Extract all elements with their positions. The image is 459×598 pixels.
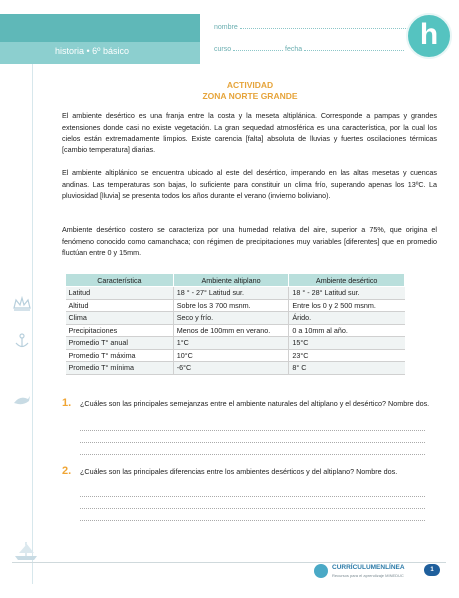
answer-line[interactable] [80,496,425,497]
table-row [66,337,405,350]
table-cell: Promedio T° mínima [66,362,174,375]
table-cell: Árido. [289,312,405,325]
table-cell: Latitud [66,287,174,300]
table-cell: 10°C [173,349,289,362]
question-2-text: ¿Cuáles son las principales diferencias entre los ambientes desérticos y del altiplano? Nombre dos. [80,467,398,476]
table-cell: 18 ° - 27° Latitud sur. [173,287,289,300]
table-cell: 15°C [289,337,405,350]
curriculum-brand: CURRÍCULUMENLÍNEA [332,564,405,571]
table-header-cell: Ambiente desértico [289,274,405,287]
table-header-row [66,274,405,287]
table-cell: 1°C [173,337,289,350]
table-cell: Altitud [66,299,174,312]
anchor-icon [12,333,32,349]
name-row [214,22,410,31]
paragraph-coastal-desert: Ambiente desértico costero se caracteriza por una humedad relativa del aire, superior a 75%, que origina el fenómeno conocido como camanchaca; con régimen de precipitaciones muy variables [diferentes] que en promedio fluctúan entre 0 y 15mm. [62,225,437,257]
table-cell: Sobre los 3 700 msnm. [173,299,289,312]
answer-line[interactable] [80,520,425,521]
table-cell: Precipitaciones [66,324,174,337]
answer-line[interactable] [80,442,425,443]
curriculum-logo [314,563,414,583]
answer-line[interactable] [80,430,425,431]
crown-icon [12,296,32,312]
ship-icon [12,540,40,562]
name-label: nombre [214,24,238,31]
table-cell: -6°C [173,362,289,375]
date-label: fecha [285,46,303,53]
activity-title: ACTIVIDAD [226,80,274,90]
historia-logo: h [406,13,452,59]
table-cell: 8° C [289,362,405,375]
table-row [66,287,405,300]
table-cell: 23°C [289,349,405,362]
page-number: 1 [424,564,440,576]
question-2-number: 2. [62,465,72,477]
question-1-number: 1. [62,397,72,409]
answer-line[interactable] [80,454,425,455]
name-field[interactable] [240,22,410,29]
table-cell: Entre los 0 y 2 500 msnm. [289,299,405,312]
course-field[interactable] [233,44,283,51]
table-row [66,299,405,312]
curriculum-tagline: Recursos para el aprendizaje MINEDUC [332,573,404,578]
paragraph-desert: El ambiente desértico es una franja entre la costa y la meseta altiplánica. Corresponde a pampas y grandes extensiones donde casi no existe vegetación. La gran sequedad atmosférica es una característica, por la cual los cielos están extremadamente limpios. Existe carencia [falta] absoluta de lluvias y fuertes oscilaciones térmicas [cambio temperatura] diarias. [62,111,437,155]
table-cell: Promedio T° máxima [66,349,174,362]
table-cell: Menos de 100mm en verano. [173,324,289,337]
course-date-row [214,44,404,53]
margin-line [32,64,33,584]
activity-subtitle: ZONA NORTE GRANDE [202,91,298,101]
table-cell: 18 ° - 28° Latitud sur. [289,287,405,300]
comparison-table [65,273,405,375]
table-cell: Clima [66,312,174,325]
date-field[interactable] [304,44,404,51]
table-cell: Seco y frío. [173,312,289,325]
table-row [66,349,405,362]
paragraph-altiplano: El ambiente altiplánico se encuentra ubicado al este del desértico, imperando en las altas mesetas y cuencas andinas. Las temperaturas son bajas, lo suficiente para constituir un clima frío, superando apenas los 13ºC. La pluviosidad [lluvia] se presenta todos los años durante el verano (invierno boliviano). [62,168,437,200]
table-cell: Promedio T° anual [66,337,174,350]
table-row [66,312,405,325]
table-header-cell: Ambiente altiplano [173,274,289,287]
table-header-cell: Característica [66,274,174,287]
question-1-text: ¿Cuáles son las principales semejanzas entre el ambiente naturales del altiplano y el desértico? Nombre dos. [80,399,430,408]
table-row [66,324,405,337]
dolphin-icon [12,393,32,409]
answer-line[interactable] [80,508,425,509]
course-label: curso [214,46,232,53]
table-cell: 0 a 10mm al año. [289,324,405,337]
table-row [66,362,405,375]
subject-label: historia • 6º básico [55,46,129,56]
header-band [0,14,459,64]
curriculum-logo-icon [314,564,328,578]
